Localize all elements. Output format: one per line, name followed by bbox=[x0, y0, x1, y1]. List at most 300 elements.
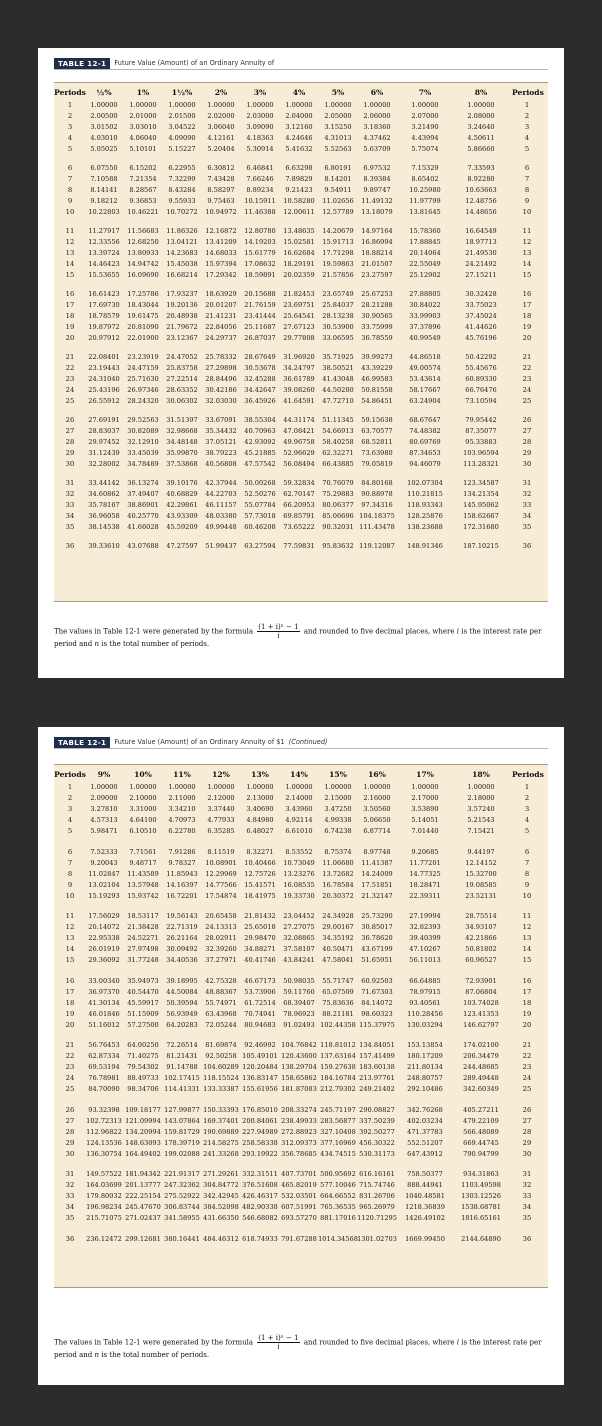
value-cell: 17.29342 bbox=[205, 271, 237, 279]
period-cell: 3 bbox=[524, 123, 530, 131]
value-cell: 13.57948 bbox=[127, 880, 159, 889]
value-cell: 7.01440 bbox=[411, 827, 439, 836]
value-cell: 12.29969 bbox=[205, 869, 237, 878]
value-cell: 1.00000 bbox=[324, 783, 352, 791]
value-cell: 49.96758 bbox=[283, 438, 315, 446]
value-cell: 6.35285 bbox=[207, 827, 235, 836]
value-cell: 26.87037 bbox=[244, 334, 276, 342]
value-cell: 112.96822 bbox=[86, 1127, 122, 1136]
value-cell: 24.47052 bbox=[166, 353, 198, 361]
value-cell: 1.00000 bbox=[324, 101, 352, 109]
value-cell: 377.16969 bbox=[320, 1138, 356, 1147]
value-cell: 47.58041 bbox=[322, 956, 354, 965]
value-cell: 13.72682 bbox=[322, 869, 354, 878]
period-cell: 31 bbox=[522, 1170, 532, 1178]
period-cell: 5 bbox=[67, 145, 73, 153]
table-row bbox=[54, 174, 548, 185]
value-cell: 153.13854 bbox=[407, 1041, 443, 1049]
value-cell: 68.67647 bbox=[409, 416, 441, 424]
period-cell: 2 bbox=[67, 794, 73, 803]
period-cell: 15 bbox=[522, 271, 532, 279]
value-cell: 20.02359 bbox=[283, 271, 315, 279]
value-cell: 93.32398 bbox=[88, 1105, 120, 1114]
value-cell: 201.13777 bbox=[125, 1181, 161, 1190]
table-row bbox=[54, 415, 548, 426]
value-cell: 181.87083 bbox=[281, 1085, 317, 1094]
period-cell: 11 bbox=[522, 227, 532, 235]
table-footnote bbox=[54, 1334, 548, 1360]
value-cell: 1014.34568 bbox=[318, 1234, 358, 1243]
table-caption-continued: (Continued) bbox=[288, 738, 328, 746]
value-cell: 471.37783 bbox=[407, 1127, 443, 1136]
period-cell: 8 bbox=[67, 186, 73, 194]
value-cell: 7.33593 bbox=[467, 164, 495, 172]
value-cell: 196.98234 bbox=[86, 1203, 122, 1212]
value-cell: 43.84241 bbox=[283, 956, 315, 965]
period-cell: 16 bbox=[65, 976, 75, 985]
period-cell: 23 bbox=[522, 375, 532, 383]
value-cell: 27.27075 bbox=[283, 923, 315, 932]
value-cell: 3.12160 bbox=[285, 123, 313, 131]
value-cell: 12.16872 bbox=[205, 227, 237, 235]
value-cell: 3.21490 bbox=[411, 123, 439, 131]
period-cell: 3 bbox=[524, 805, 530, 814]
table-row bbox=[54, 426, 548, 437]
value-cell: 23.41444 bbox=[244, 312, 276, 320]
annuity-table bbox=[54, 82, 548, 602]
value-cell: 1120.71295 bbox=[357, 1214, 397, 1223]
period-cell: 17 bbox=[65, 301, 75, 309]
period-cell: 7 bbox=[524, 175, 530, 183]
value-cell: 104.60289 bbox=[203, 1063, 239, 1072]
value-cell: 3.34210 bbox=[168, 805, 196, 814]
period-cell: 28 bbox=[522, 1127, 532, 1136]
value-cell: 11.02847 bbox=[88, 869, 120, 878]
value-cell: 283.56877 bbox=[320, 1116, 356, 1125]
value-cell: 8.97748 bbox=[363, 847, 391, 856]
value-cell: 109.18177 bbox=[125, 1105, 161, 1114]
value-cell: 174.02100 bbox=[463, 1041, 499, 1049]
value-cell: 9.89747 bbox=[363, 186, 391, 194]
value-cell: 7.71561 bbox=[129, 847, 157, 856]
value-cell: 11.86326 bbox=[166, 227, 198, 235]
value-cell: 20.14064 bbox=[409, 249, 441, 257]
value-cell: 104.18375 bbox=[359, 512, 395, 520]
value-cell: 11.97799 bbox=[409, 197, 441, 205]
table-row bbox=[54, 122, 548, 133]
table-header-row bbox=[54, 769, 548, 780]
value-cell: 36.45926 bbox=[244, 397, 276, 405]
value-cell: 22.71319 bbox=[166, 923, 198, 932]
value-cell: 3.01502 bbox=[90, 123, 118, 131]
value-cell: 159.27638 bbox=[320, 1063, 356, 1072]
table-row bbox=[54, 987, 548, 998]
value-cell: 47.27597 bbox=[166, 542, 198, 550]
value-cell: 157.41499 bbox=[359, 1052, 395, 1061]
value-cell: 26.01919 bbox=[88, 945, 120, 954]
value-cell: 2.08000 bbox=[467, 112, 495, 120]
value-cell: 5.21543 bbox=[467, 816, 495, 825]
value-cell: 80.06377 bbox=[322, 501, 354, 509]
value-cell: 53.73906 bbox=[244, 987, 276, 996]
value-cell: 33.99903 bbox=[409, 312, 441, 320]
value-cell: 40.70963 bbox=[244, 427, 276, 435]
value-cell: 11.43589 bbox=[127, 869, 159, 878]
value-cell: 27.22514 bbox=[166, 375, 198, 383]
value-cell: 5.75074 bbox=[411, 145, 439, 153]
value-cell: 19.61475 bbox=[127, 312, 159, 320]
value-cell: 58.40258 bbox=[322, 438, 354, 446]
period-cell: 24 bbox=[65, 386, 75, 394]
value-cell: 39.10176 bbox=[166, 479, 198, 487]
value-cell: 26.21164 bbox=[166, 934, 198, 943]
value-cell: 93.40561 bbox=[409, 998, 441, 1007]
value-cell: 8.14141 bbox=[90, 186, 118, 194]
value-cell: 479.22109 bbox=[463, 1116, 499, 1125]
value-cell: 69.85791 bbox=[283, 512, 315, 520]
value-cell: 1.00000 bbox=[90, 101, 118, 109]
value-cell: 33.06595 bbox=[322, 334, 354, 342]
value-cell: 69.53194 bbox=[88, 1063, 120, 1072]
value-cell: 1.00000 bbox=[168, 101, 196, 109]
value-cell: 18.53117 bbox=[127, 912, 159, 920]
value-cell: 17.69730 bbox=[88, 301, 120, 309]
value-cell: 2.14000 bbox=[285, 794, 313, 803]
value-cell: 97.34316 bbox=[361, 501, 393, 509]
table-row bbox=[54, 111, 548, 122]
value-cell: 34.48148 bbox=[166, 438, 198, 446]
value-cell: 40.54470 bbox=[127, 987, 159, 996]
table-row bbox=[54, 237, 548, 248]
value-cell: 13.48635 bbox=[283, 227, 315, 235]
period-cell: 22 bbox=[522, 364, 532, 372]
table-row bbox=[54, 300, 548, 311]
value-cell: 30.53678 bbox=[244, 364, 276, 372]
value-cell: 6.61010 bbox=[285, 827, 313, 836]
table-row bbox=[54, 922, 548, 933]
formula-denominator: i bbox=[277, 632, 280, 640]
period-cell: 12 bbox=[65, 238, 75, 246]
footnote-text: The values in Table 12-1 were generated by the formula bbox=[54, 1338, 254, 1347]
value-cell: 245.71197 bbox=[320, 1105, 356, 1114]
value-cell: 32.39260 bbox=[205, 945, 237, 954]
value-cell: 40.68829 bbox=[166, 490, 198, 498]
period-cell: 20 bbox=[522, 1020, 532, 1029]
table-row bbox=[54, 289, 548, 300]
value-cell: 431.66350 bbox=[203, 1214, 239, 1223]
table-row bbox=[54, 1191, 548, 1202]
table-row bbox=[54, 163, 548, 174]
value-cell: 1303.12526 bbox=[461, 1192, 501, 1201]
period-cell: 31 bbox=[522, 479, 532, 487]
table-header-row bbox=[54, 87, 548, 98]
period-cell: 35 bbox=[65, 523, 75, 531]
value-cell: 212.79302 bbox=[320, 1085, 356, 1094]
value-cell: 32.12910 bbox=[127, 438, 159, 446]
value-cell: 46.11157 bbox=[205, 501, 237, 509]
value-cell: 79.05819 bbox=[361, 460, 393, 468]
value-cell: 40.25770 bbox=[127, 512, 159, 520]
rate-header: 18% bbox=[472, 770, 490, 779]
value-cell: 10.08901 bbox=[205, 858, 237, 867]
value-cell: 2.18000 bbox=[467, 794, 495, 803]
value-cell: 20.01207 bbox=[205, 301, 237, 309]
table-row bbox=[54, 207, 548, 218]
value-cell: 134.20994 bbox=[125, 1127, 161, 1136]
value-cell: 80.94683 bbox=[244, 1020, 276, 1029]
value-cell: 24.21492 bbox=[465, 260, 497, 268]
period-cell: 13 bbox=[522, 249, 532, 257]
value-cell: 60.96527 bbox=[465, 956, 497, 965]
value-cell: 47.10267 bbox=[409, 945, 441, 954]
period-cell: 20 bbox=[65, 334, 75, 342]
value-cell: 45.21885 bbox=[244, 449, 276, 457]
value-cell: 35.71925 bbox=[322, 353, 354, 361]
value-cell: 56.11013 bbox=[409, 956, 441, 965]
value-cell: 50.81558 bbox=[361, 386, 393, 394]
value-cell: 3.24640 bbox=[467, 123, 495, 131]
value-cell: 8.43284 bbox=[168, 186, 196, 194]
value-cell: 50.42292 bbox=[465, 353, 497, 361]
value-cell: 530.31173 bbox=[359, 1149, 395, 1158]
periods-header: Periods bbox=[512, 88, 544, 97]
table-row bbox=[54, 352, 548, 363]
value-cell: 63.27594 bbox=[244, 542, 276, 550]
value-cell: 1.00000 bbox=[285, 101, 313, 109]
rate-header: 1½% bbox=[171, 88, 193, 97]
value-cell: 434.74515 bbox=[320, 1149, 356, 1158]
period-cell: 21 bbox=[65, 353, 75, 361]
value-cell: 465.82019 bbox=[281, 1181, 317, 1190]
table-row bbox=[54, 185, 548, 196]
value-cell: 5.10101 bbox=[129, 145, 157, 153]
value-cell: 14.20679 bbox=[322, 227, 354, 235]
period-cell: 11 bbox=[65, 227, 75, 235]
footnote-variable-i: i bbox=[456, 1338, 460, 1347]
value-cell: 36.61789 bbox=[283, 375, 315, 383]
table-row bbox=[54, 522, 548, 533]
value-cell: 70.76079 bbox=[322, 479, 354, 487]
periods-header: Periods bbox=[54, 88, 86, 97]
value-cell: 27.19994 bbox=[409, 912, 441, 920]
value-cell: 57.27500 bbox=[127, 1020, 159, 1029]
value-cell: 42.37944 bbox=[205, 479, 237, 487]
value-cell: 76.78981 bbox=[88, 1074, 120, 1083]
value-cell: 222.25154 bbox=[125, 1192, 161, 1201]
value-cell: 1.00000 bbox=[246, 783, 274, 791]
value-cell: 341.58955 bbox=[164, 1214, 200, 1223]
table-row bbox=[54, 1180, 548, 1191]
value-cell: 27.29898 bbox=[205, 364, 237, 372]
value-cell: 39.18995 bbox=[166, 976, 198, 985]
value-cell: 10.94972 bbox=[205, 208, 237, 216]
value-cell: 3.18360 bbox=[363, 123, 391, 131]
period-cell: 20 bbox=[522, 334, 532, 342]
period-cell: 5 bbox=[524, 145, 530, 153]
value-cell: 13.41209 bbox=[205, 238, 237, 246]
period-cell: 7 bbox=[524, 858, 530, 867]
value-cell: 4.31013 bbox=[324, 134, 352, 142]
value-cell: 136.30754 bbox=[86, 1149, 122, 1158]
value-cell: 119.12087 bbox=[359, 542, 395, 550]
value-cell: 43.39229 bbox=[361, 364, 393, 372]
value-cell: 51.99437 bbox=[205, 542, 237, 550]
value-cell: 49.99448 bbox=[205, 523, 237, 531]
value-cell: 5.06650 bbox=[363, 816, 391, 825]
value-cell: 258.58338 bbox=[242, 1138, 278, 1147]
table-row bbox=[54, 489, 548, 500]
value-cell: 208.33274 bbox=[281, 1105, 317, 1114]
value-cell: 30.82089 bbox=[127, 427, 159, 435]
value-cell: 12.33556 bbox=[88, 238, 120, 246]
value-cell: 11.46388 bbox=[244, 208, 276, 216]
table-header bbox=[54, 58, 548, 70]
rate-header: 2% bbox=[214, 88, 228, 97]
value-cell: 4.06040 bbox=[129, 134, 157, 142]
value-cell: 30.06302 bbox=[166, 397, 198, 405]
table-row bbox=[54, 976, 548, 987]
value-cell: 3.47250 bbox=[324, 805, 352, 814]
period-cell: 29 bbox=[522, 1138, 532, 1147]
value-cell: 248.80757 bbox=[407, 1074, 443, 1083]
value-cell: 17.56029 bbox=[88, 912, 120, 920]
value-cell: 11.41387 bbox=[361, 858, 393, 867]
value-cell: 28.21288 bbox=[361, 301, 393, 309]
value-cell: 1.00000 bbox=[207, 783, 235, 791]
rate-header: 16% bbox=[368, 770, 386, 779]
value-cell: 56.76453 bbox=[88, 1041, 120, 1049]
value-cell: 31.96920 bbox=[283, 353, 315, 361]
period-cell: 28 bbox=[65, 1127, 75, 1136]
value-cell: 19.87972 bbox=[88, 323, 120, 331]
value-cell: 146.62797 bbox=[463, 1020, 499, 1029]
period-cell: 14 bbox=[65, 945, 75, 954]
value-cell: 14.24009 bbox=[361, 869, 393, 878]
period-cell: 19 bbox=[65, 1009, 75, 1018]
footnote-text: is the interest rate per period and bbox=[54, 627, 542, 648]
period-cell: 34 bbox=[65, 1203, 75, 1212]
value-cell: 16.86994 bbox=[361, 238, 393, 246]
value-cell: 9.55933 bbox=[168, 197, 196, 205]
table-row bbox=[54, 363, 548, 374]
value-cell: 23.52131 bbox=[465, 891, 497, 900]
value-cell: 2.10000 bbox=[129, 794, 157, 803]
value-cell: 21.38428 bbox=[127, 923, 159, 932]
value-cell: 12.48756 bbox=[465, 197, 497, 205]
period-cell: 33 bbox=[65, 501, 75, 509]
table-row bbox=[54, 944, 548, 955]
value-cell: 149.57522 bbox=[86, 1170, 122, 1178]
value-cell: 36.78620 bbox=[361, 934, 393, 943]
period-cell: 22 bbox=[522, 1052, 532, 1061]
value-cell: 227.94989 bbox=[242, 1127, 278, 1136]
value-cell: 118.93343 bbox=[407, 501, 443, 509]
value-cell: 200.84061 bbox=[242, 1116, 278, 1125]
value-cell: 15.19293 bbox=[88, 891, 120, 900]
value-cell: 66.76476 bbox=[465, 386, 497, 394]
period-cell: 12 bbox=[65, 923, 75, 932]
period-cell: 9 bbox=[67, 880, 73, 889]
value-cell: 41.44626 bbox=[465, 323, 497, 331]
value-cell: 2.03000 bbox=[246, 112, 274, 120]
period-cell: 4 bbox=[524, 134, 530, 142]
value-cell: 3.06040 bbox=[207, 123, 235, 131]
table-row bbox=[54, 270, 548, 281]
value-cell: 13.04121 bbox=[166, 238, 198, 246]
value-cell: 47.72710 bbox=[322, 397, 354, 405]
value-cell: 34.40536 bbox=[166, 956, 198, 965]
value-cell: 30.42186 bbox=[205, 386, 237, 394]
table-row bbox=[54, 826, 548, 837]
value-cell: 25.64541 bbox=[283, 312, 315, 320]
value-cell: 6.87714 bbox=[363, 827, 391, 836]
value-cell: 29.77808 bbox=[283, 334, 315, 342]
value-cell: 164.49402 bbox=[125, 1149, 161, 1158]
value-cell: 28.02911 bbox=[205, 934, 237, 943]
value-cell: 21.76159 bbox=[244, 301, 276, 309]
table-row bbox=[54, 248, 548, 259]
value-cell: 113.28321 bbox=[463, 460, 499, 468]
period-cell: 30 bbox=[522, 460, 532, 468]
value-cell: 1.00000 bbox=[467, 101, 495, 109]
value-cell: 214.58275 bbox=[203, 1138, 239, 1147]
value-cell: 35.34432 bbox=[205, 427, 237, 435]
period-cell: 27 bbox=[65, 1116, 75, 1125]
period-cell: 36 bbox=[65, 1234, 75, 1243]
value-cell: 80.69769 bbox=[409, 438, 441, 446]
value-cell: 4.18363 bbox=[246, 134, 274, 142]
value-cell: 45.59917 bbox=[127, 998, 159, 1007]
value-cell: 15.02581 bbox=[283, 238, 315, 246]
value-cell: 32.45288 bbox=[244, 375, 276, 383]
value-cell: 37.05121 bbox=[205, 438, 237, 446]
value-cell: 178.39719 bbox=[164, 1138, 200, 1147]
value-cell: 4.99338 bbox=[324, 816, 352, 825]
value-cell: 120.20484 bbox=[242, 1063, 278, 1072]
value-cell: 22.01900 bbox=[127, 334, 159, 342]
value-cell: 5.20404 bbox=[207, 145, 235, 153]
value-cell: 7.15421 bbox=[467, 827, 495, 836]
value-cell: 693.57270 bbox=[281, 1214, 317, 1223]
period-cell: 14 bbox=[65, 260, 75, 268]
value-cell: 51.15909 bbox=[127, 1009, 159, 1018]
value-cell: 50.00268 bbox=[244, 479, 276, 487]
value-cell: 6.97532 bbox=[363, 164, 391, 172]
value-cell: 36.13274 bbox=[127, 479, 159, 487]
value-cell: 3.15250 bbox=[324, 123, 352, 131]
annuity-table bbox=[54, 764, 548, 1288]
value-cell: 765.36535 bbox=[320, 1203, 356, 1212]
value-cell: 4.09090 bbox=[168, 134, 196, 142]
period-cell: 6 bbox=[67, 164, 73, 172]
period-cell: 33 bbox=[522, 1192, 532, 1201]
table-row bbox=[54, 1234, 548, 1245]
value-cell: 25.11687 bbox=[244, 323, 276, 331]
rate-header: 15% bbox=[329, 770, 347, 779]
value-cell: 87.35077 bbox=[465, 427, 497, 435]
value-cell: 2.06000 bbox=[363, 112, 391, 120]
value-cell: 11.06680 bbox=[322, 858, 354, 867]
value-cell: 48.03380 bbox=[205, 512, 237, 520]
table-row bbox=[54, 437, 548, 448]
table-row bbox=[54, 1073, 548, 1084]
value-cell: 42.75328 bbox=[205, 976, 237, 985]
value-cell: 102.07304 bbox=[407, 479, 443, 487]
period-cell: 24 bbox=[65, 1074, 75, 1083]
value-cell: 63.24904 bbox=[409, 397, 441, 405]
period-cell: 21 bbox=[65, 1041, 75, 1049]
value-cell: 11.27917 bbox=[88, 227, 120, 235]
